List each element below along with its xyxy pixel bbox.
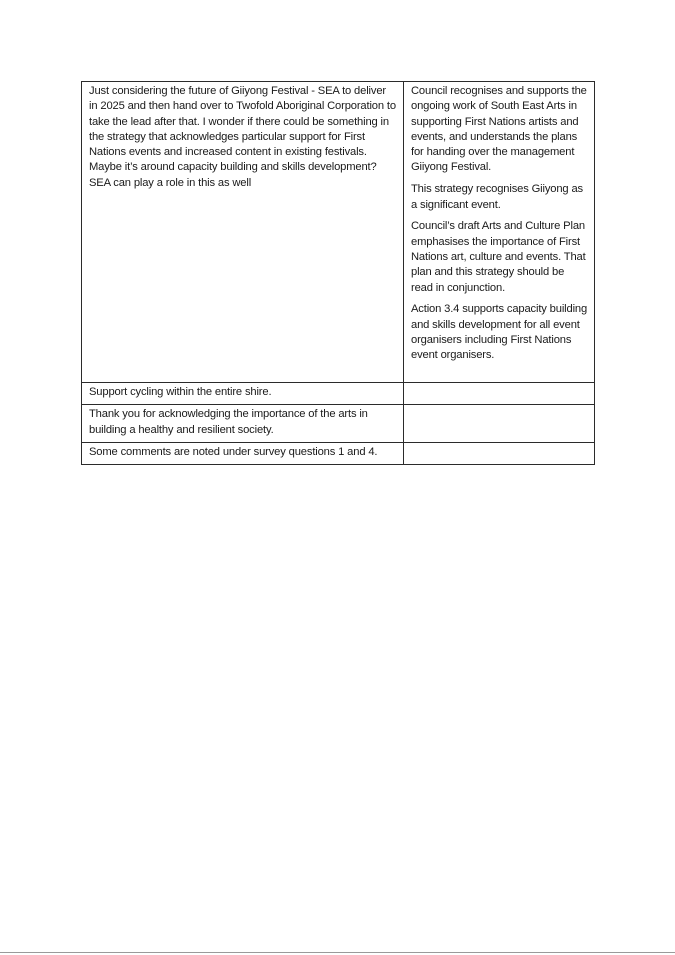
comments-response-table bbox=[81, 81, 595, 465]
response-cell bbox=[404, 82, 595, 383]
table-row bbox=[82, 82, 595, 383]
response-paragraph: This strategy recognises Giiyong as a significant event. bbox=[411, 183, 583, 211]
table-row bbox=[82, 442, 595, 464]
response-cell bbox=[404, 405, 595, 443]
table-row bbox=[82, 405, 595, 443]
page-bottom-edge bbox=[0, 952, 675, 953]
comment-cell: Just considering the future of Giiyong Festival - SEA to deliver in 2025 and then hand over to Twofold Aboriginal Corporation to take the lead after that. I wonder if there could be something in the strategy that acknowledges particular support for First Nations events and increased content in existing festivals. Maybe it’s around capacity building and skills development? SEA can play a role in this as well bbox=[82, 82, 404, 383]
response-paragraph: Council recognises and supports the ongoing work of South East Arts in supporting First Nations artists and events, and understands the plans for handing over the management Giiyong Festival. bbox=[411, 85, 587, 174]
response-cell bbox=[404, 383, 595, 405]
comment-cell: Support cycling within the entire shire. bbox=[82, 383, 404, 405]
comment-cell: Some comments are noted under survey questions 1 and 4. bbox=[82, 442, 404, 464]
response-cell bbox=[404, 442, 595, 464]
response-paragraph: Council’s draft Arts and Culture Plan emphasises the importance of First Nations art, culture and events. That plan and this strategy should be read in conjunction. bbox=[411, 220, 586, 294]
response-paragraph: Action 3.4 supports capacity building and skills development for all event organisers including First Nations event organisers. bbox=[411, 303, 588, 362]
comment-cell: Thank you for acknowledging the importance of the arts in building a healthy and resilient society. bbox=[82, 405, 404, 443]
table-row bbox=[82, 383, 595, 405]
